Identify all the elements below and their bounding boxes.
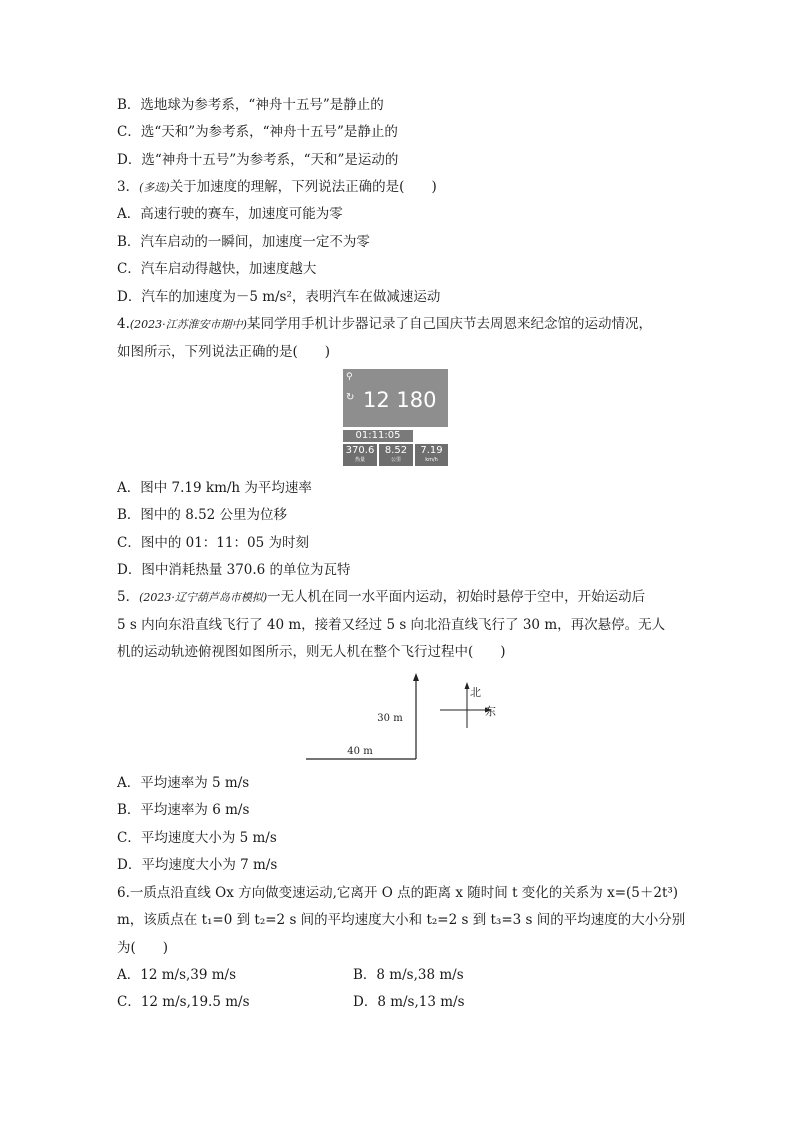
- speed-unit: km/h: [425, 457, 438, 463]
- label-north: 北: [470, 686, 481, 699]
- q4-option-a: A．图中 7.19 km/h 为平均速率: [117, 480, 312, 496]
- speed-value: 7.19: [420, 445, 443, 456]
- q3-stem: [117, 178, 437, 197]
- q5-option-c: C．平均速度大小为 5 m/s: [117, 830, 277, 846]
- q3-number: 3．: [117, 179, 140, 195]
- q3-tag: (多选): [139, 181, 170, 194]
- q4-stem-line2: 如图所示，下列说法正确的是( ): [117, 344, 331, 360]
- q5-option-b: B．平均速率为 6 m/s: [117, 802, 250, 818]
- line-q2-d: D．选“神舟十五号”为参考系，“天和”是运动的: [117, 152, 399, 168]
- calorie-unit: 热量: [354, 457, 365, 463]
- q5-stem-line2: 5 s 内向东沿直线飞行了 40 m，接着又经过 5 s 向北沿直线飞行了 30 m，再次悬停。无人: [117, 617, 666, 633]
- q4-tag: (2023·江苏淮安市期中): [129, 318, 247, 331]
- q6-option-d: D．8 m/s,13 m/s: [353, 994, 465, 1010]
- pedometer-screen: [343, 369, 448, 427]
- walker-icon: ⚲: [346, 372, 353, 382]
- q6-option-c: C．12 m/s,19.5 m/s: [117, 994, 250, 1010]
- path-arrowhead: [413, 673, 419, 681]
- q6-option-b: B．8 m/s,38 m/s: [353, 967, 464, 983]
- step-count: 12 180: [363, 388, 437, 412]
- q6-option-a: A．12 m/s,39 m/s: [117, 967, 237, 983]
- line-q2-b: B．选地球为参考系，“神舟十五号”是静止的: [117, 97, 384, 113]
- label-30m: 30 m: [377, 713, 403, 724]
- calorie-cell: [343, 444, 377, 466]
- q4-number: 4.: [117, 316, 130, 332]
- q5-stem-line3: 机的运动轨迹俯视图如图所示，则无人机在整个飞行过程中( ): [117, 644, 506, 660]
- distance-unit: 公里: [390, 457, 401, 463]
- q3-option-d: D．汽车的加速度为－5 m/s²，表明汽车在做减速运动: [117, 289, 441, 305]
- q4-stem-text: 某同学用手机计步器记录了自己国庆节去周恩来纪念馆的运动情况，: [246, 316, 652, 332]
- q3-option-b: B．汽车启动的一瞬间，加速度一定不为零: [117, 234, 370, 250]
- q5-option-d: D．平均速度大小为 7 m/s: [117, 857, 278, 873]
- q6-stem-line3: 为( ): [117, 940, 169, 956]
- compass-north-arrow: [465, 682, 470, 689]
- calorie-value: 370.6: [345, 445, 375, 456]
- q4-option-b: B．图中的 8.52 公里为位移: [117, 507, 288, 523]
- refresh-icon: ↻: [346, 392, 355, 403]
- q3-stem-text: 关于加速度的理解，下列说法正确的是( ): [169, 179, 437, 195]
- q5-stem-line1: [117, 588, 645, 607]
- distance-cell: [379, 444, 413, 466]
- q3-option-c: C．汽车启动得越快，加速度越大: [117, 261, 317, 277]
- speed-cell: [415, 444, 448, 466]
- q3-option-a: A．高速行驶的赛车，加速度可能为零: [117, 206, 343, 222]
- q4-stem-line1: [117, 315, 652, 334]
- q4-option-d: D．图中消耗热量 370.6 的单位为瓦特: [117, 562, 351, 578]
- q5-number: 5．: [117, 589, 140, 605]
- q5-tag: (2023·辽宁葫芦岛市模拟): [139, 591, 268, 604]
- q5-option-a: A．平均速率为 5 m/s: [117, 775, 250, 791]
- q6-stem-line1: 6.一质点沿直线 Ox 方向做变速运动,它离开 O 点的距离 x 随时间 t 变化的关系为 x=(5＋2t³): [117, 885, 679, 901]
- q5-stem-text: 一无人机在同一水平面内运动，初始时悬停于空中，开始运动后: [267, 589, 646, 605]
- line-q2-c: C．选“天和”为参考系，“神舟十五号”是静止的: [117, 124, 398, 140]
- elapsed-time: 01:11:05: [343, 430, 413, 442]
- pedometer-figure: [343, 369, 448, 466]
- distance-value: 8.52: [384, 445, 408, 456]
- q4-option-c: C．图中的 01：11：05 为时刻: [117, 535, 309, 551]
- q6-stem-line2: m，该质点在 t₁=0 到 t₂=2 s 间的平均速度大小和 t₂=2 s 到 t₃=3 s 间的平均速度的大小分别: [117, 912, 686, 928]
- label-east: 东: [485, 705, 496, 718]
- trajectory-diagram: [300, 672, 510, 764]
- label-40m: 40 m: [347, 746, 373, 757]
